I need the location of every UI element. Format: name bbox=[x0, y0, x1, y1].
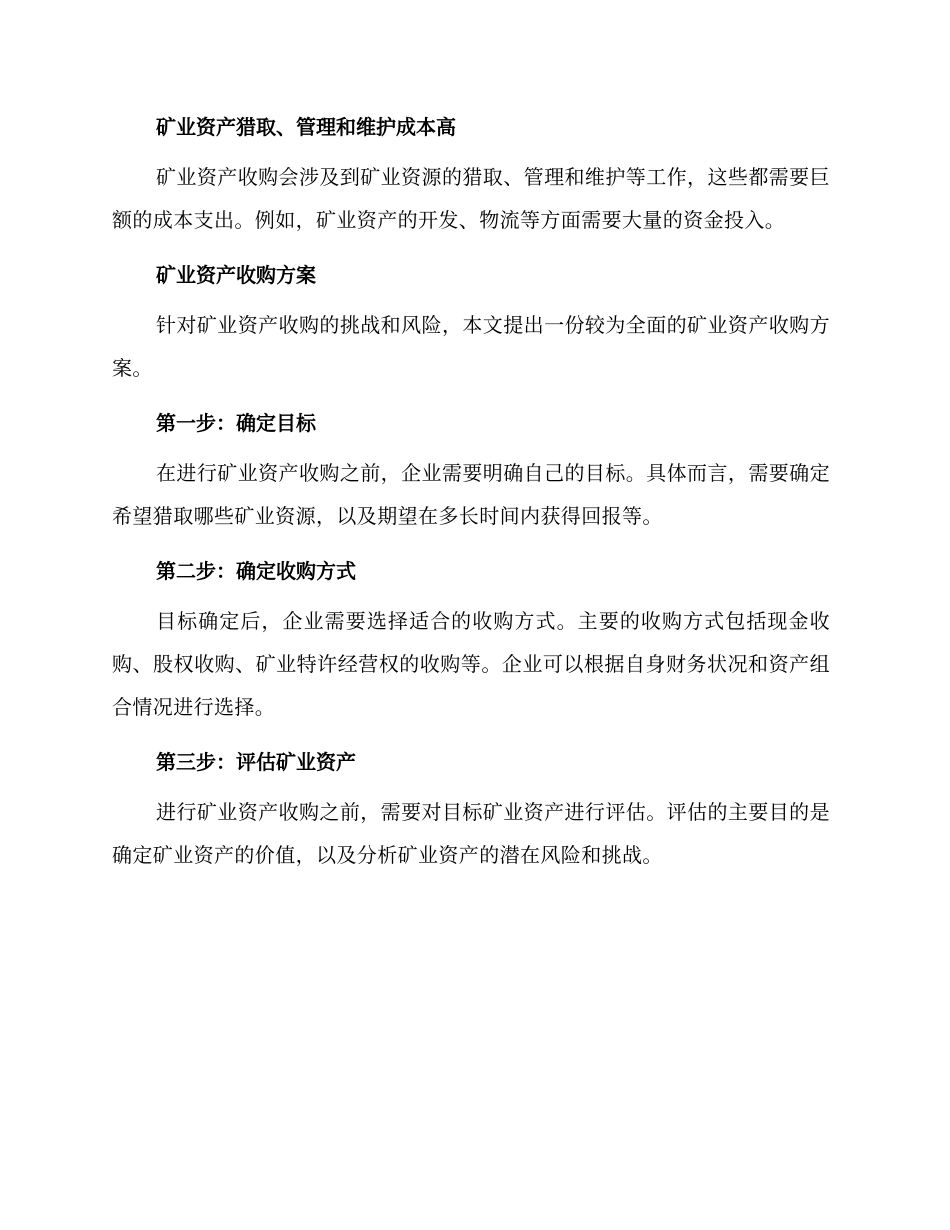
section-heading: 第二步：确定收购方式 bbox=[156, 559, 356, 583]
section-heading: 第一步：确定目标 bbox=[156, 411, 316, 435]
document-body bbox=[112, 108, 830, 891]
section-paragraph: 进行矿业资产收购之前，需要对目标矿业资产进行评估。评估的主要目的是确定矿业资产的价值，以及分析矿业资产的潜在风险和挑战。 bbox=[112, 800, 830, 867]
section-paragraph: 针对矿业资产收购的挑战和风险，本文提出一份较为全面的矿业资产收购方案。 bbox=[112, 313, 830, 380]
section-paragraph: 目标确定后，企业需要选择适合的收购方式。主要的收购方式包括现金收购、股权收购、矿业特许经营权的收购等。企业可以根据自身财务状况和资产组合情况进行选择。 bbox=[112, 609, 830, 719]
section-heading: 矿业资产收购方案 bbox=[156, 263, 316, 287]
section-heading: 第三步：评估矿业资产 bbox=[156, 750, 356, 774]
section-paragraph: 矿业资产收购会涉及到矿业资源的猎取、管理和维护等工作，这些都需要巨额的成本支出。例如，矿业资产的开发、物流等方面需要大量的资金投入。 bbox=[112, 165, 830, 232]
section-heading: 矿业资产猎取、管理和维护成本高 bbox=[156, 115, 456, 139]
section-paragraph: 在进行矿业资产收购之前，企业需要明确自己的目标。具体而言，需要确定希望猎取哪些矿业资源，以及期望在多长时间内获得回报等。 bbox=[112, 461, 830, 528]
